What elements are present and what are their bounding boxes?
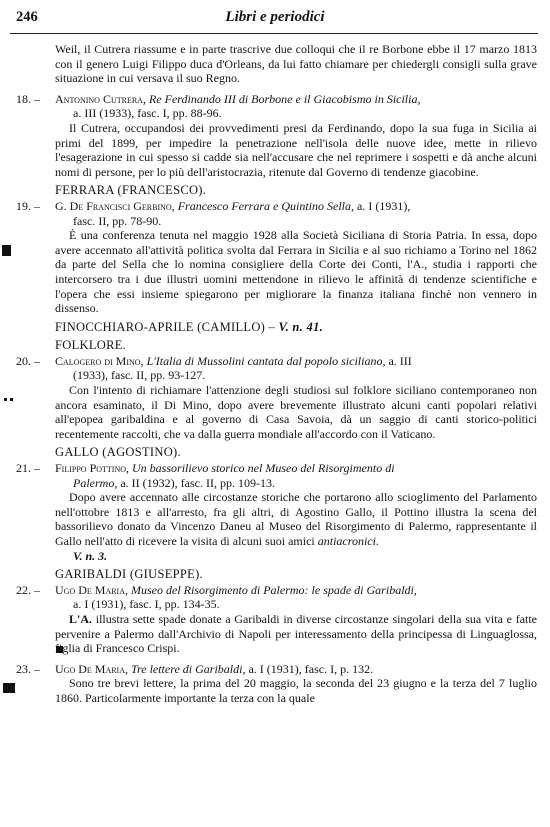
entry-title-cont: Palermo,	[73, 475, 118, 490]
entry-author: Calogero di Mino,	[55, 353, 144, 368]
entry-author: Ugo De Maria,	[55, 582, 128, 597]
entry-body	[55, 612, 537, 656]
entry-publication: a. III (1933), fasc. I, pp. 88-96.	[73, 106, 222, 121]
page-number: 246	[16, 9, 38, 25]
entry-number: 19. –	[16, 198, 40, 213]
entry-publication: (1933), fasc. II, pp. 93-127.	[73, 368, 206, 383]
entry-author: Filippo Pottino,	[55, 461, 130, 476]
heading-text: FINOCCHIARO-APRILE (CAMILLO) –	[55, 319, 276, 334]
section-heading-garibaldi: GARIBALDI (GIUSEPPE).	[55, 567, 203, 582]
section-heading-finocchiaro	[55, 320, 537, 335]
entry-body	[55, 490, 537, 548]
entry-number: 22. –	[16, 582, 40, 597]
section-heading-folklore: FOLKLORE.	[55, 338, 127, 353]
entry-number: 18. –	[16, 91, 40, 106]
entry-18	[16, 92, 537, 180]
entry-21	[16, 461, 537, 563]
margin-mark-20b	[10, 398, 13, 401]
entry-title: Francesco Ferrara e Quintino Sella,	[177, 198, 354, 213]
entry-publication: fasc. II, pp. 78-90.	[73, 213, 162, 228]
entry-22	[16, 583, 537, 656]
entry-title: Museo del Risorgimento di Palermo: le spade di Garibaldi,	[131, 582, 417, 597]
margin-mark-20	[4, 398, 7, 401]
margin-mark-19	[2, 245, 11, 256]
entry-body: È una conferenza tenuta nel maggio 1928 alla Società Siciliana di Storia Patria. In essa, dopo avere accennato all'attività politica svolta dal Ferrara in Sicilia e al suo richiamo a Torino nel 1862 da parte del Sella che lo nomina consigliere della Corte dei Conti, l'A., studia i rapporti che intercorsero tra i due illustri uomini mettendone in rilievo le affinità di tendenze scientifiche e l'opera che essi insieme spiegarono per migliorare la finanza italiana finchè non vennero in dissenso.	[55, 228, 537, 316]
entry-body: Il Cutrera, occupandosi dei provvedimenti presi da Ferdinando, dopo la sua fuga in Sicilia ai primi del 1899, per impedire la penetrazione nell'isola delle nuove idee, mette in rilievo l'esagerazione in cui spesso si cadde sia nell'accusare che nel reprimere i sospetti e dà anche alcuni nomi di persone, per lo più dell'aristocrazia, ritenute dal Governo di tendenze giacobine.	[55, 120, 537, 179]
running-title: Libri e periodici	[225, 9, 325, 25]
entry-body-lead: L'A.	[69, 611, 93, 626]
entry-volume: a. I (1931),	[357, 198, 411, 213]
entry-author: Ugo De Maria,	[55, 661, 128, 676]
entry-title: L'Italia di Mussolini cantata dal popolo siciliano,	[146, 353, 386, 368]
entry-author: G. De Francisci Gerbino,	[55, 198, 175, 213]
entry-body: Con l'intento di richiamare l'attenzione degli studiosi sul folklore siciliano contemporaneo non ancora esaminato, il Di Mino, dopo avere brevemente illustrato alcuni canti popolari relativi all'epopea garibaldina e al governo di Casa Savoia, dà un saggio di canti storico-politici recentemente raccolti, che va dalla guerra mondiale all'accordo con il Vaticano.	[55, 383, 537, 441]
entry-23	[16, 662, 537, 706]
entry-19	[16, 199, 537, 316]
entry-title: Un bassorilievo storico nel Museo del Risorgimento di	[132, 461, 395, 476]
entry-publication: a. I (1931), fasc. I, p. 132.	[248, 661, 374, 676]
entry-20	[16, 354, 537, 442]
entry-publication: a. I (1931), fasc. I, pp. 134-35.	[73, 597, 220, 612]
entry-title: Tre lettere di Garibaldi,	[131, 661, 246, 676]
entry-body-text: Dopo avere accennato alle circostanze storiche che portarono allo scioglimento del Parlamento nell'ottobre 1813 e all'arresto, fra gli altri, di Agostino Gallo, il Pottino illustra la scena del bassorilievo donato da Vincenzo Daneu al Museo del Risorgimento di Palermo, rappresentante il Gallo nell'atto di ricevere la visita di alcuni suoi amici	[55, 490, 537, 548]
entry-body-end: antiacronici.	[317, 534, 379, 548]
entry-publication: a. II (1932), fasc. II, pp. 109-13.	[120, 475, 275, 490]
entry-author: Antonino Cutrera,	[55, 91, 146, 106]
entry-number: 23. –	[16, 661, 40, 676]
section-heading-ferrara: FERRARA (FRANCESCO).	[55, 183, 207, 198]
margin-mark-22	[3, 683, 15, 693]
section-heading-gallo: GALLO (AGOSTINO).	[55, 445, 181, 460]
entry-title: Re Ferdinando III di Borbone e il Giacobismo in Sicilia,	[148, 91, 421, 106]
see-also	[73, 549, 537, 564]
see-reference: V. n. 3.	[73, 548, 108, 563]
page-body	[16, 42, 537, 706]
intro-paragraph: Weil, il Cutrera riassume e in parte trascrive due colloqui che il re Borbone ebbe il 17 marzo 1813 con il genero Luigi Filippo duca d'Orleans, da lui fatto chiamare per chiedergli consigli sulla grave situazione in cui versava il suo Regno.	[55, 42, 537, 86]
entry-number: 20. –	[16, 353, 40, 368]
entry-body: Sono tre brevi lettere, la prima del 20 maggio, la seconda del 23 giugno e la terza del 7 luglio 1860. Particolarmente importante la terza con la quale	[55, 676, 537, 705]
entry-number: 21. –	[16, 461, 40, 476]
entry-body-text: illustra sette spade donate a Garibaldi in diverse circostanze singolari della sua vita e fatte pervenire a Palermo dall'Archivio di Napoli per interessamento della principessa di Linguaglossa, figlia di Francesco Crispi.	[55, 611, 538, 656]
entry-volume: a. III	[388, 353, 412, 368]
page-header	[16, 9, 534, 35]
header-rule	[10, 33, 538, 34]
cross-reference: V. n. 41.	[278, 319, 324, 334]
